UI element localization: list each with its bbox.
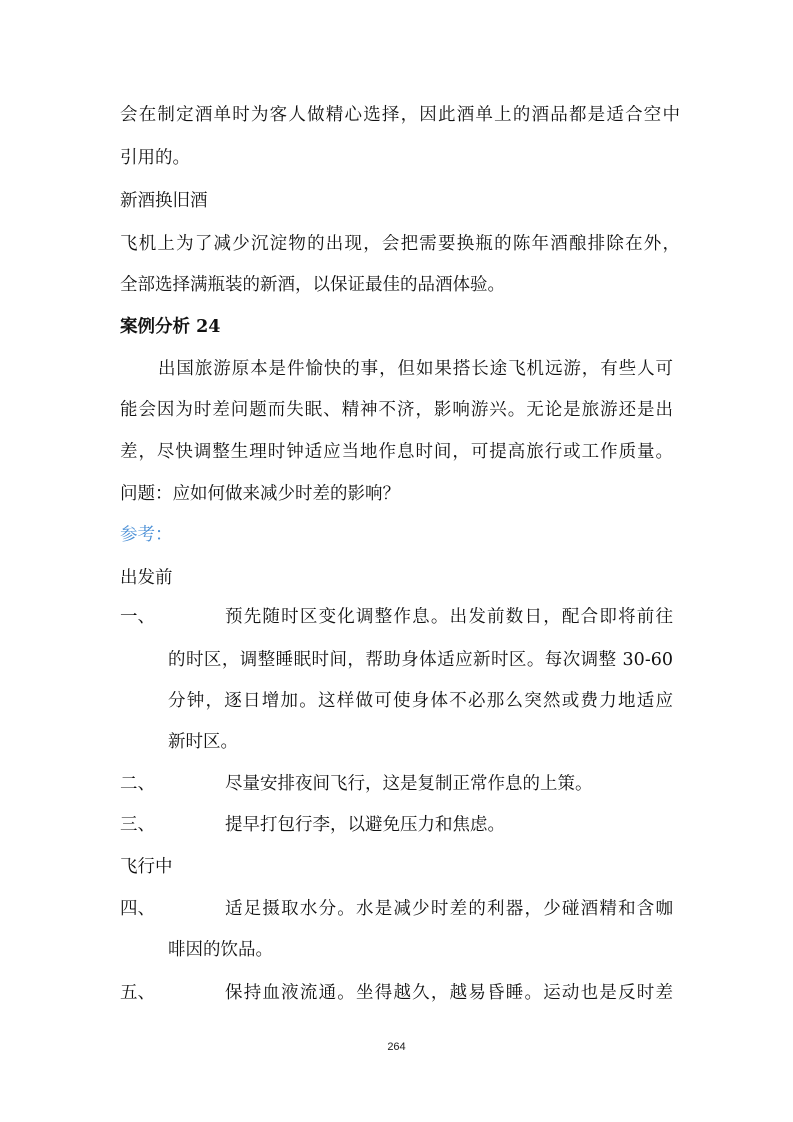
list-item-number: 五、 xyxy=(120,983,155,1003)
list-item-text: 提早打包行李，以避免压力和焦虑。 xyxy=(225,815,505,835)
list-item-text: 预先随时区变化调整作息。出发前数日，配合即将前往 xyxy=(225,607,673,627)
list-item-text: 新时区。 xyxy=(168,732,238,752)
list-item-number: 三、 xyxy=(120,815,155,835)
paragraph-line: 飞机上为了减少沉淀物的出现，会把需要换瓶的陈年酒酿排除在外， xyxy=(120,234,680,254)
paragraph-line: 全部选择满瓶装的新酒，以保证最佳的品酒体验。 xyxy=(120,275,505,295)
paragraph-line: 出国旅游原本是件愉快的事，但如果搭长途飞机远游，有些人可 xyxy=(158,359,673,379)
list-item-text: 分钟，逐日增加。这样做可使身体不必那么突然或费力地适应 xyxy=(168,691,673,711)
section-label-in-flight: 飞行中 xyxy=(120,857,173,877)
list-item-text: 尽量安排夜间飞行，这是复制正常作息的上策。 xyxy=(225,774,593,794)
paragraph-line: 会在制定酒单时为客人做精心选择，因此酒单上的酒品都是适合空中 xyxy=(120,105,680,125)
question-text: 问题：应如何做来减少时差的影响？ xyxy=(120,484,400,504)
section-label-before-departure: 出发前 xyxy=(120,568,173,588)
list-item-text: 适足摄取水分。水是减少时差的利器，少碰酒精和含咖 xyxy=(225,899,673,919)
case-title: 案例分析 24 xyxy=(120,317,221,337)
reference-label: 参考： xyxy=(120,525,173,545)
list-item-number: 一、 xyxy=(120,607,155,627)
page-number: 264 xyxy=(387,1041,406,1053)
paragraph-line: 引用的。 xyxy=(120,148,190,168)
list-item-number: 二、 xyxy=(120,774,155,794)
section-subheading: 新酒换旧酒 xyxy=(120,191,208,211)
paragraph-line: 能会因为时差问题而失眠、精神不济，影响游兴。无论是旅游还是出 xyxy=(120,400,673,420)
list-item-text: 保持血液流通。坐得越久，越易昏睡。运动也是反时差 xyxy=(225,983,673,1003)
list-item-number: 四、 xyxy=(120,899,155,919)
list-item-text: 啡因的饮品。 xyxy=(168,940,273,960)
paragraph-line: 差，尽快调整生理时钟适应当地作息时间，可提高旅行或工作质量。 xyxy=(120,442,673,462)
list-item-text: 的时区，调整睡眠时间，帮助身体适应新时区。每次调整 30-60 xyxy=(168,650,673,670)
